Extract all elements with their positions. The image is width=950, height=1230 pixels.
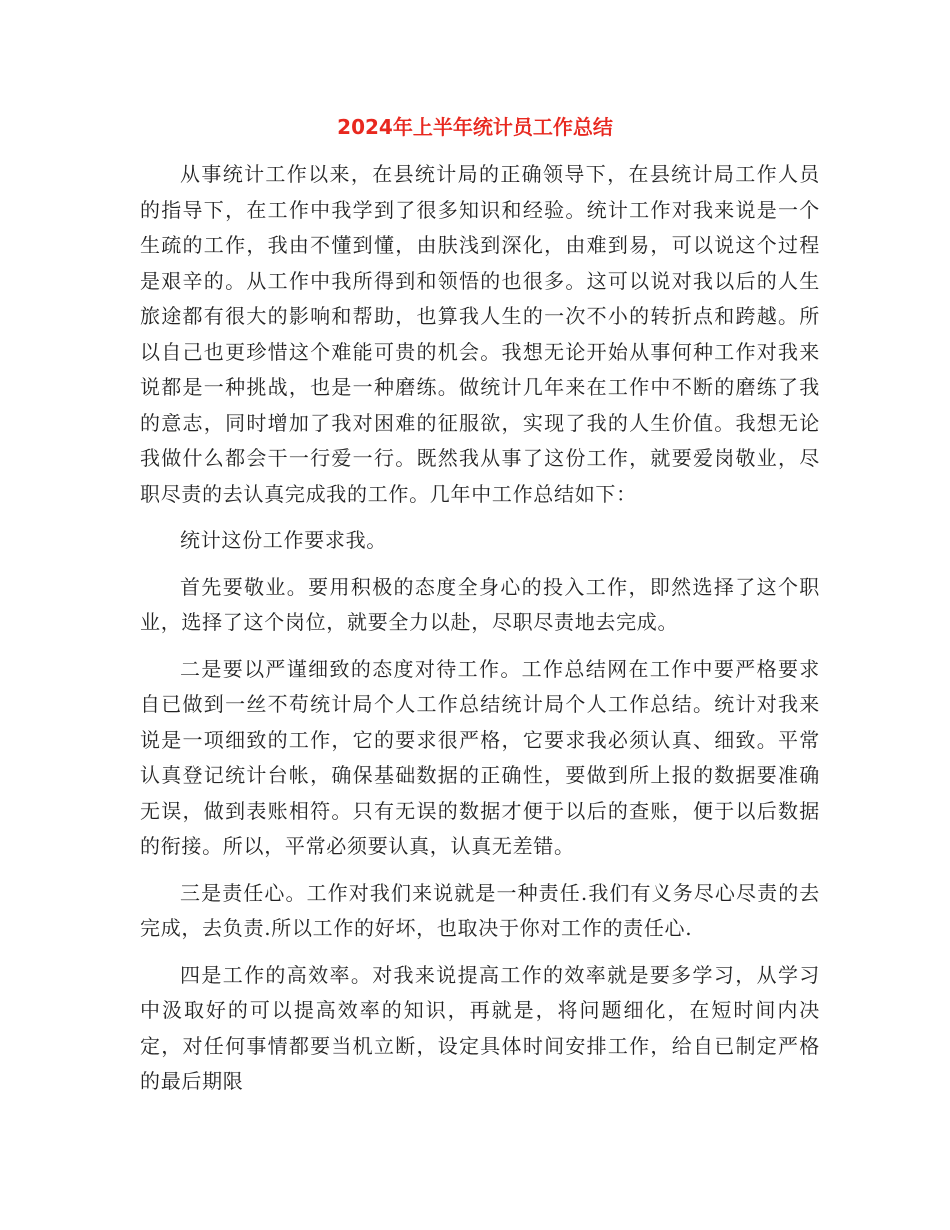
paragraph-rigor: 二是要以严谨细致的态度对待工作。工作总结网在工作中要严格要求自已做到一丝不苟统计局个人工作总结统计局个人工作总结。统计对我来说是一项细致的工作，它的要求很严格，它要求我必须认真、细致。平常认真登记统计台帐，确保基础数据的正确性，要做到所上报的数据要准确无误，做到表账相符。只有无误的数据才便于以后的查账，便于以后数据的衔接。所以，平常必须要认真，认真无差错。 xyxy=(140,656,820,858)
paragraph-efficiency: 四是工作的高效率。对我来说提高工作的效率就是要多学习，从学习中汲取好的可以提高效率的知识，再就是，将问题细化，在短时间内决定，对任何事情都要当机立断，设定具体时间安排工作，给自已制定严格的最后期限 xyxy=(140,962,820,1093)
document-body xyxy=(140,157,820,1111)
paragraph-intro: 从事统计工作以来，在县统计局的正确领导下，在县统计局工作人员的指导下，在工作中我学到了很多知识和经验。统计工作对我来说是一个生疏的工作，我由不懂到懂，由肤浅到深化，由难到易，可以说这个过程是艰辛的。从工作中我所得到和领悟的也很多。这可以说对我以后的人生旅途都有很大的影响和帮助，也算我人生的一次不小的转折点和跨越。所以自己也更珍惜这个难能可贵的机会。我想无论开始从事何种工作对我来说都是一种挑战，也是一种磨练。做统计几年来在工作中不断的磨练了我的意志，同时增加了我对困难的征服欲，实现了我的人生价值。我想无论我做什么都会干一行爱一行。既然我从事了这份工作，就要爱岗敬业，尽职尽责的去认真完成我的工作。几年中工作总结如下： xyxy=(140,162,820,506)
document-title: 2024年上半年统计员工作总结 xyxy=(337,115,613,139)
paragraph-dedication: 首先要敬业。要用积极的态度全身心的投入工作，即然选择了这个职业，选择了这个岗位，就要全力以赴，尽职尽责地去完成。 xyxy=(140,574,820,634)
paragraph-responsibility: 三是责任心。工作对我们来说就是一种责任.我们有义务尽心尽责的去完成，去负责.所以工作的好坏，也取决于你对工作的责任心. xyxy=(140,880,820,940)
paragraph-requirements: 统计这份工作要求我。 xyxy=(180,528,387,552)
